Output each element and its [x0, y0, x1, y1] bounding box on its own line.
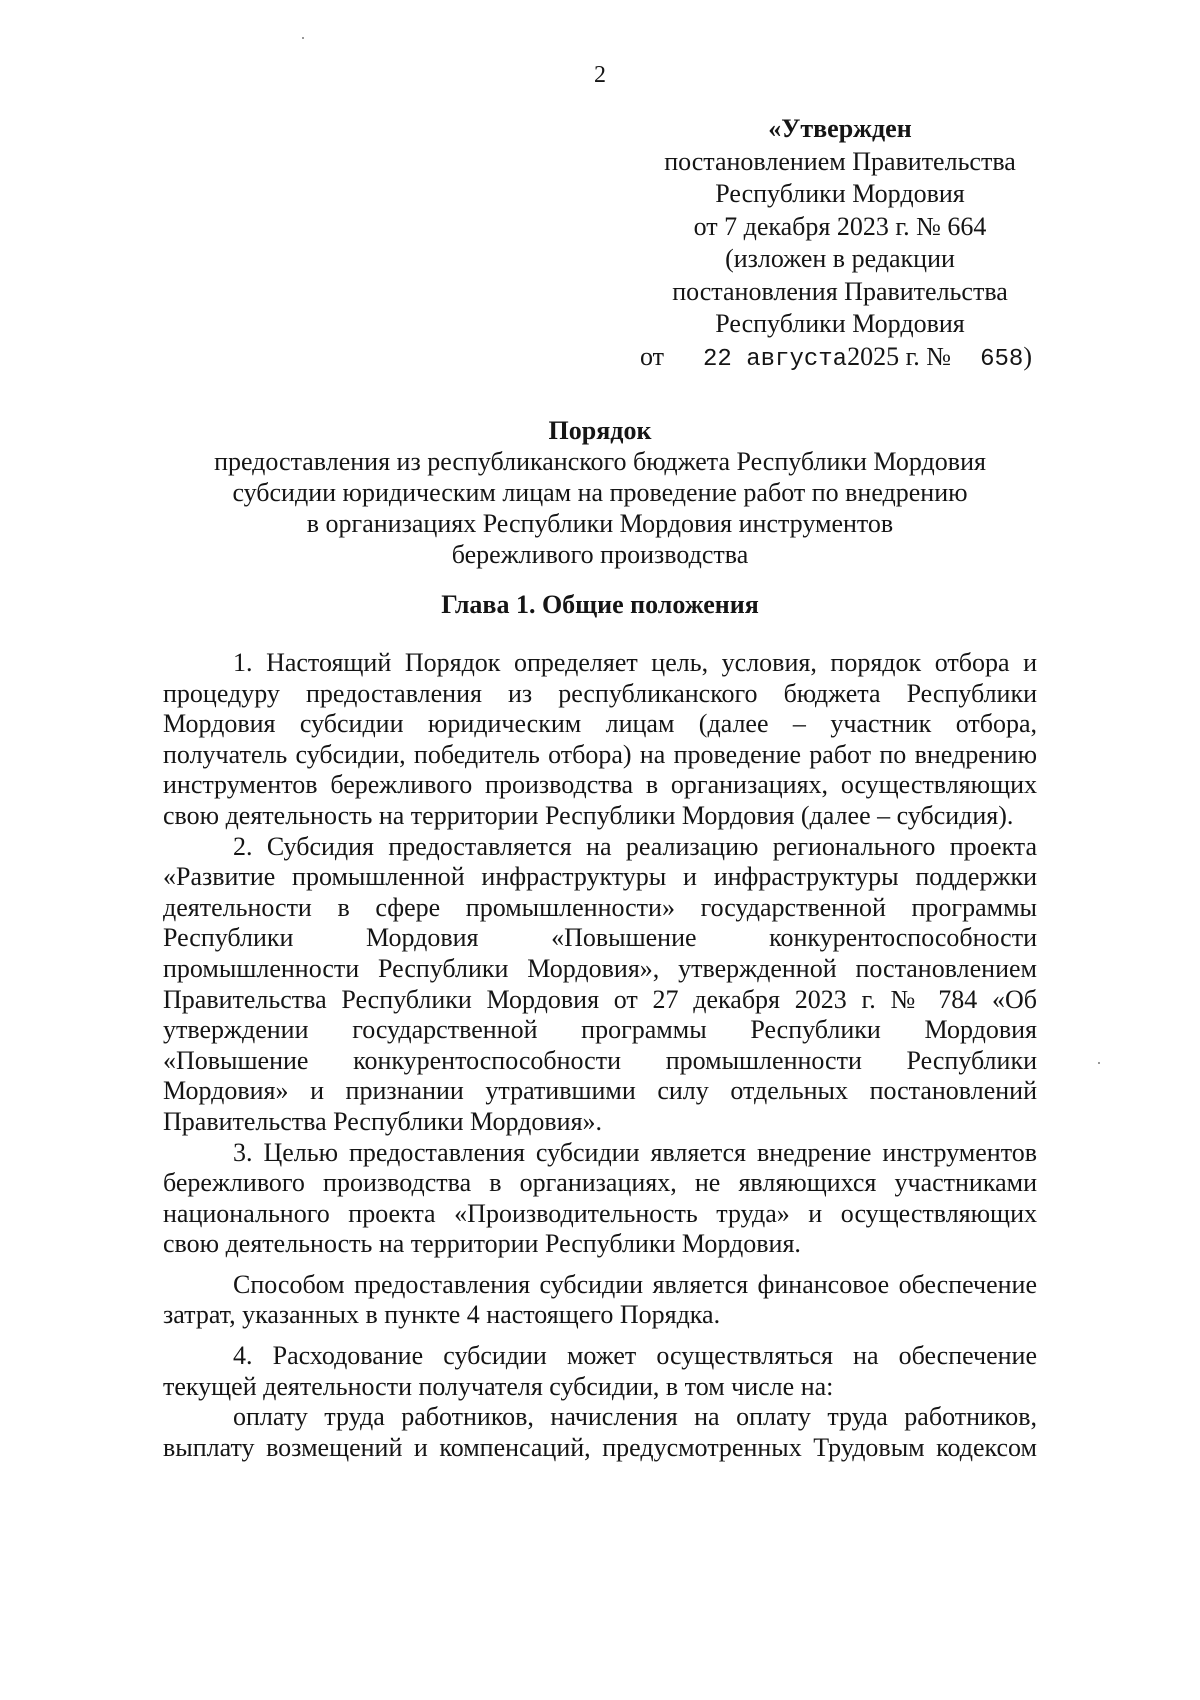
- paragraph: оплату труда работников, начисления на оплату труда работников, выплату возмещений и компенсаций, предусмотренных Трудовым кодексом: [163, 1402, 1037, 1462]
- title-line: в организациях Республики Мордовия инструментов: [306, 509, 894, 538]
- chapter-heading: Глава 1. Общие положения: [441, 590, 759, 619]
- amendment-date: 22 августа: [703, 345, 848, 373]
- approval-line: Республики Мордовия: [715, 179, 965, 208]
- approval-stamp-block: [640, 113, 1040, 376]
- paragraph: 2. Субсидия предоставляется на реализацию регионального проекта «Развитие промышленной инфраструктуры и инфраструктуры поддержки деятельности в сфере промышленности» государственной программы Республики Мордовия «Повышение конкурентоспособности промышленности Республики Мордовия», утвержденной постановлением Правительства Республики Мордовия от 27 декабря 2023 г. № 784 «Об утверждении государственной программы Республики Мордовия «Повышение конкурентоспособности промышленности Республики Мордовия» и признании утратившими силу отдельных постановлений Правительства Республики Мордовия».: [163, 831, 1037, 1136]
- document-title: Порядок: [548, 416, 652, 445]
- scan-speck: [302, 37, 304, 39]
- approval-line: постановления Правительства: [672, 276, 1008, 306]
- paragraph: Способом предоставления субсидии является финансовое обеспечение затрат, указанных в пункте 4 настоящего Порядка.: [163, 1269, 1037, 1330]
- paragraph: 3. Целью предоставления субсидии является внедрение инструментов бережливого производства в организациях, не являющихся участниками национального проекта «Производительность труда» и осуществляющих свою деятельность на территории Республики Мордовия.: [163, 1137, 1037, 1259]
- document-title-block: [160, 415, 1040, 570]
- amendment-date-line: [640, 341, 1040, 377]
- approval-heading: «Утвержден: [768, 114, 912, 143]
- title-line: предоставления из республиканского бюджета Республики Мордовия: [214, 447, 986, 476]
- amendment-year: 2025 г. №: [847, 341, 952, 371]
- paragraph: 1. Настоящий Порядок определяет цель, условия, порядок отбора и процедуру предоставления из республиканского бюджета Республики Мордовия субсидии юридическим лицам (далее – участник отбора, получатель субсидии, победитель отбора) на проведение работ по внедрению инструментов бережливого производства в организациях, осуществляющих свою деятельность на территории Республики Мордовия (далее – субсидия).: [163, 648, 1037, 830]
- scan-speck: [1098, 1062, 1100, 1064]
- page-number: 2: [594, 62, 606, 88]
- paragraph: 4. Расходование субсидии может осуществляться на обеспечение текущей деятельности получателя субсидии, в том числе на:: [163, 1341, 1037, 1401]
- title-line: бережливого производства: [451, 540, 749, 569]
- approval-line: (изложен в редакции: [725, 244, 955, 273]
- approval-line: постановлением Правительства: [664, 146, 1016, 176]
- date-prefix: от: [640, 341, 665, 371]
- title-line: субсидии юридическим лицам на проведение работ по внедрению: [232, 478, 968, 507]
- approval-line: от 7 декабря 2023 г. № 664: [693, 211, 987, 241]
- amendment-number: 658: [980, 345, 1024, 373]
- document-body: [163, 648, 1037, 1463]
- approval-line: Республики Мордовия: [715, 309, 965, 338]
- closing-parenthesis: ): [1023, 341, 1032, 371]
